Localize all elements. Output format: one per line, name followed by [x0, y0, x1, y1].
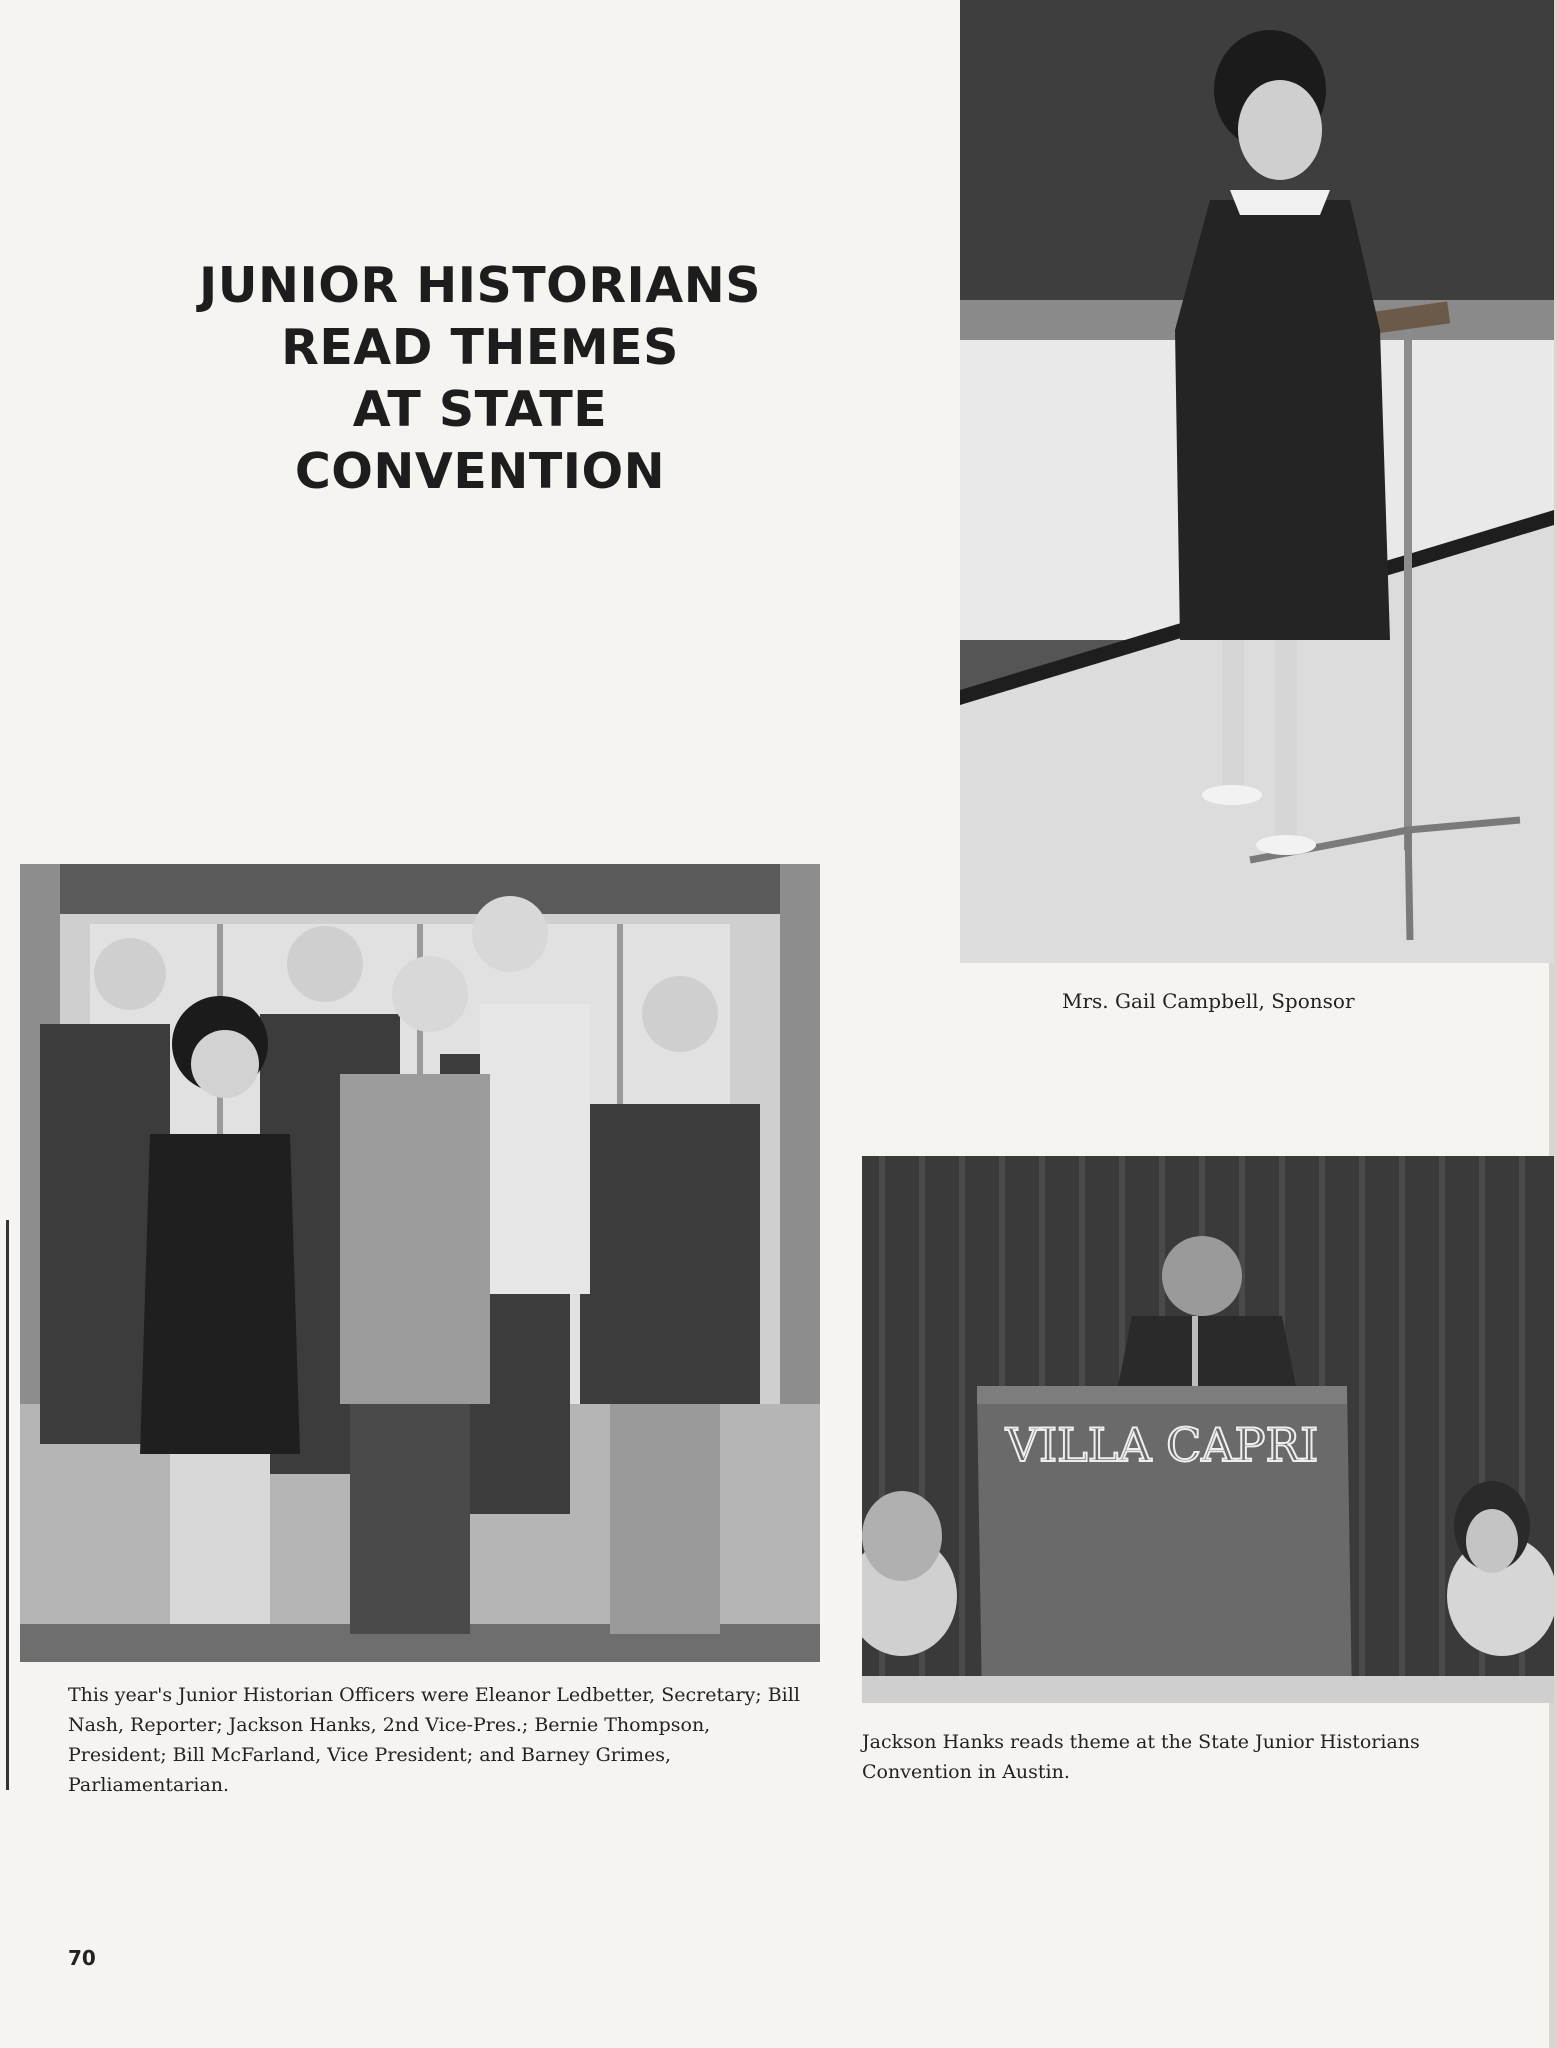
- officers-caption: This year's Junior Historian Officers were Eleanor Ledbetter, Secretary; Bill Nash, Reporter; Jackson Hanks, 2nd Vice-Pres.; Bernie Thompson, President; Bill McFarland, Vice President; and Barney Grimes, Parliamentarian.: [68, 1684, 800, 1796]
- headline-line-2: READ THEMES: [281, 319, 679, 376]
- podium-photo: [862, 1156, 1554, 1703]
- podium-photo-illustration: [862, 1156, 1554, 1703]
- sponsor-photo-illustration: [960, 0, 1554, 963]
- podium-sign-text: VILLA CAPRI: [1005, 1418, 1319, 1472]
- binding-mark: [6, 1220, 9, 1790]
- sponsor-photo: [960, 0, 1554, 963]
- page-headline: [160, 255, 800, 503]
- page-number: 70: [68, 1946, 96, 1970]
- officers-photo: [20, 864, 820, 1662]
- headline-line-4: CONVENTION: [294, 443, 666, 500]
- headline-line-1: JUNIOR HISTORIANS: [199, 257, 761, 314]
- podium-caption: Jackson Hanks reads theme at the State Junior Historians Convention in Austin.: [862, 1731, 1420, 1783]
- sponsor-caption: Mrs. Gail Campbell, Sponsor: [1062, 989, 1355, 1013]
- officers-photo-illustration: [20, 864, 820, 1662]
- headline-line-3: AT STATE: [352, 381, 608, 438]
